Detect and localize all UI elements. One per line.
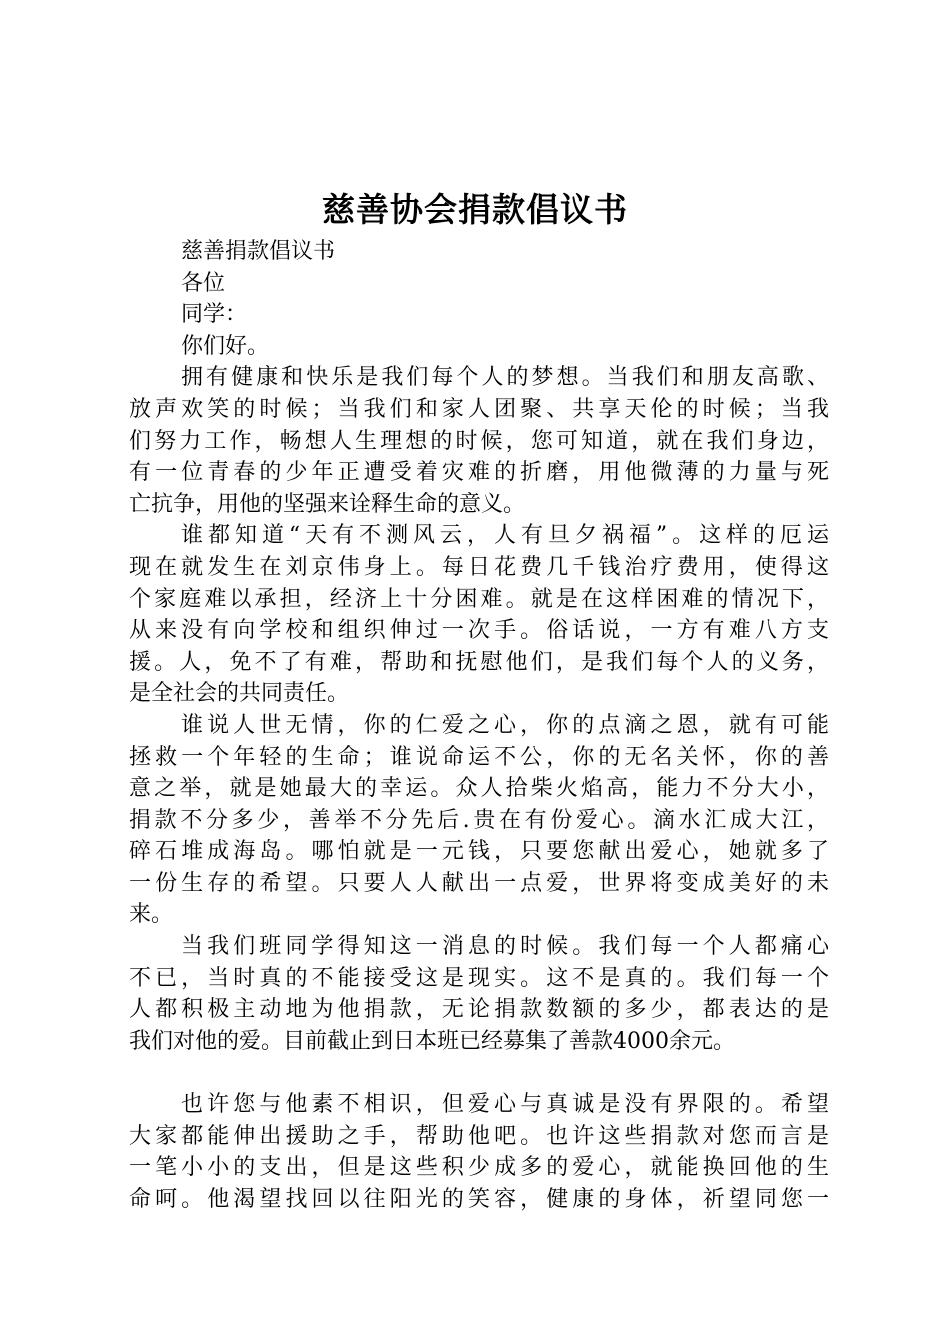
paragraph-line: 来。 [129,902,174,928]
paragraph-line: 有一位青春的少年正遭受着灾难的折磨，用他微薄的力量与死 [129,460,829,486]
document-body [129,236,829,1215]
heading-line: 你们好。 [181,333,270,359]
paragraph-line: 一份生存的希望。只要人人献出一点爱，世界将变成美好的未 [129,870,829,896]
paragraph-line: 碎石堆成海岛。哪怕就是一元钱，只要您献出爱心，她就多了 [129,839,829,865]
paragraph-line: 谁都知道“天有不测风云，人有旦夕祸福”。这样的厄运 [181,523,829,549]
paragraph-line: 也许您与他素不相识，但爱心与真诚是没有界限的。希望 [181,1092,829,1118]
heading-line: 慈善捐款倡议书 [181,239,336,264]
paragraph-line: 放声欢笑的时候；当我们和家人团聚、共享天伦的时候；当我 [129,396,829,422]
paragraph-line: 个家庭难以承担，经济上十分困难。就是在这样困难的情况下， [129,586,829,612]
paragraph-line: 捐款不分多少，善举不分先后.贵在有份爱心。滴水汇成大江， [129,807,829,833]
heading-line: 各位 [181,270,226,296]
paragraph-line: 意之举，就是她最大的幸运。众人拾柴火焰高，能力不分大小， [129,776,829,802]
paragraph-line: 谁说人世无情，你的仁爱之心，你的点滴之恩，就有可能 [181,712,829,738]
paragraph-line: 拥有健康和快乐是我们每个人的梦想。当我们和朋友高歌、 [181,365,829,391]
paragraph-line: 命呵。他渴望找回以往阳光的笑容，健康的身体，祈望同您一 [129,1186,829,1212]
paragraph-line: 现在就发生在刘京伟身上。每日花费几千钱治疗费用，使得这 [129,554,829,580]
paragraph-line: 人都积极主动地为他捐款，无论捐款数额的多少，都表达的是 [129,997,829,1023]
paragraph-line: 我们对他的爱。目前截止到日本班已经募集了善款4000余元。 [129,1028,735,1054]
paragraph-line: 亡抗争，用他的坚强来诠释生命的意义。 [129,491,526,517]
paragraph-line: 不已，当时真的不能接受这是现实。这不是真的。我们每一个 [129,965,829,991]
paragraph-line: 从来没有向学校和组织伸过一次手。俗话说，一方有难八方支 [129,618,829,644]
paragraph-line: 当我们班同学得知这一消息的时候。我们每一个人都痛心 [181,934,829,960]
blank-line [129,1057,829,1089]
paragraph-line: 拯救一个年轻的生命；谁说命运不公，你的无名关怀，你的善 [129,744,829,770]
paragraph-line: 一笔小小的支出，但是这些积少成多的爱心，就能换回他的生 [129,1155,829,1181]
heading-line: 同学： [181,302,248,328]
document-title: 慈善协会捐款倡议书 [322,190,628,229]
paragraph-line: 们努力工作，畅想人生理想的时候，您可知道，就在我们身边， [129,428,829,454]
paragraph-line: 大家都能伸出援助之手，帮助他吧。也许这些捐款对您而言是 [129,1123,829,1149]
paragraph-line: 是全社会的共同责任。 [129,681,350,707]
paragraph-line: 援。人，免不了有难，帮助和抚慰他们，是我们每个人的义务， [129,649,829,675]
